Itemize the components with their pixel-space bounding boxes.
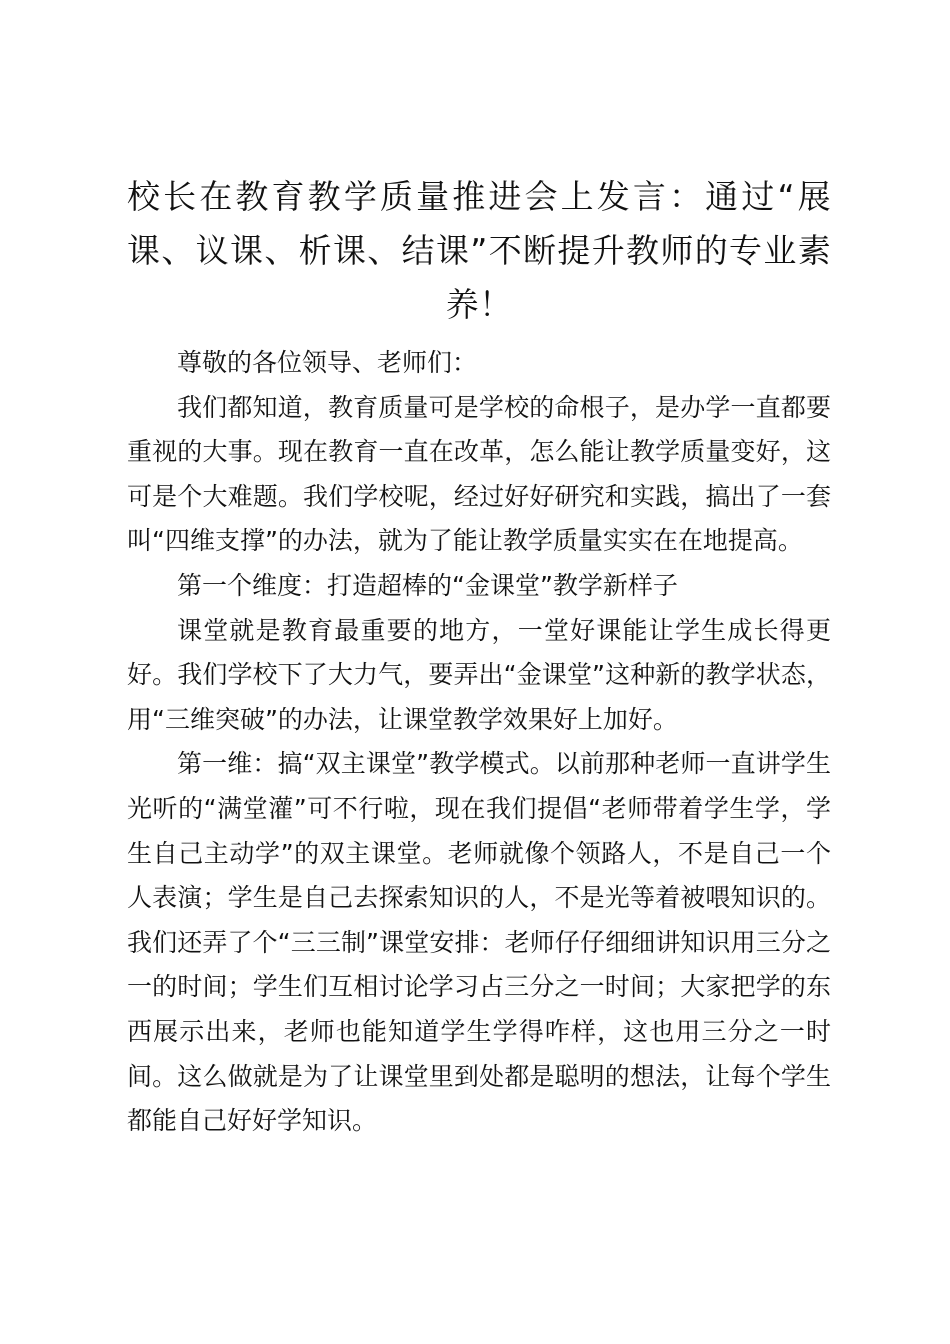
salutation: 尊敬的各位领导、老师们： [177, 348, 478, 377]
body-paragraph: 课堂就是教育最重要的地方，一堂好课能让学生成长得更好。我们学校下了大力气，要弄出“金课堂”这种新的教学状态，用“三维突破”的办法，让课堂教学效果好上加好。 [127, 615, 831, 734]
section-heading: 第一个维度：打造超棒的“金课堂”教学新样子 [177, 570, 678, 600]
document-body [127, 341, 831, 1144]
document-page [127, 170, 831, 1144]
body-paragraph: 我们都知道，教育质量可是学校的命根子，是办学一直都要重视的大事。现在教育一直在改革，怎么能让教学质量变好，这可是个大难题。我们学校呢，经过好好研究和实践，搞出了一套叫“四维支撑”的办法，就为了能让教学质量实实在在地提高。 [127, 392, 831, 556]
body-paragraph: 第一维：搞“双主课堂”教学模式。以前那种老师一直讲学生光听的“满堂灌”可不行啦，现在我们提倡“老师带着学生学，学生自己主动学”的双主课堂。老师就像个领路人，不是自己一个人表演；学生是自己去探索知识的人，不是光等着被喂知识的。我们还弄了个“三三制”课堂安排：老师仔仔细细讲知识用三分之一的时间；学生们互相讨论学习占三分之一时间；大家把学的东西展示出来，老师也能知道学生学得咋样，这也用三分之一时间。这么做就是为了让课堂里到处都是聪明的想法，让每个学生都能自己好好学知识。 [127, 749, 831, 1136]
document-title: 校长在教育教学质量推进会上发言：通过“展课、议课、析课、结课”不断提升教师的专业素养！ [127, 177, 831, 324]
